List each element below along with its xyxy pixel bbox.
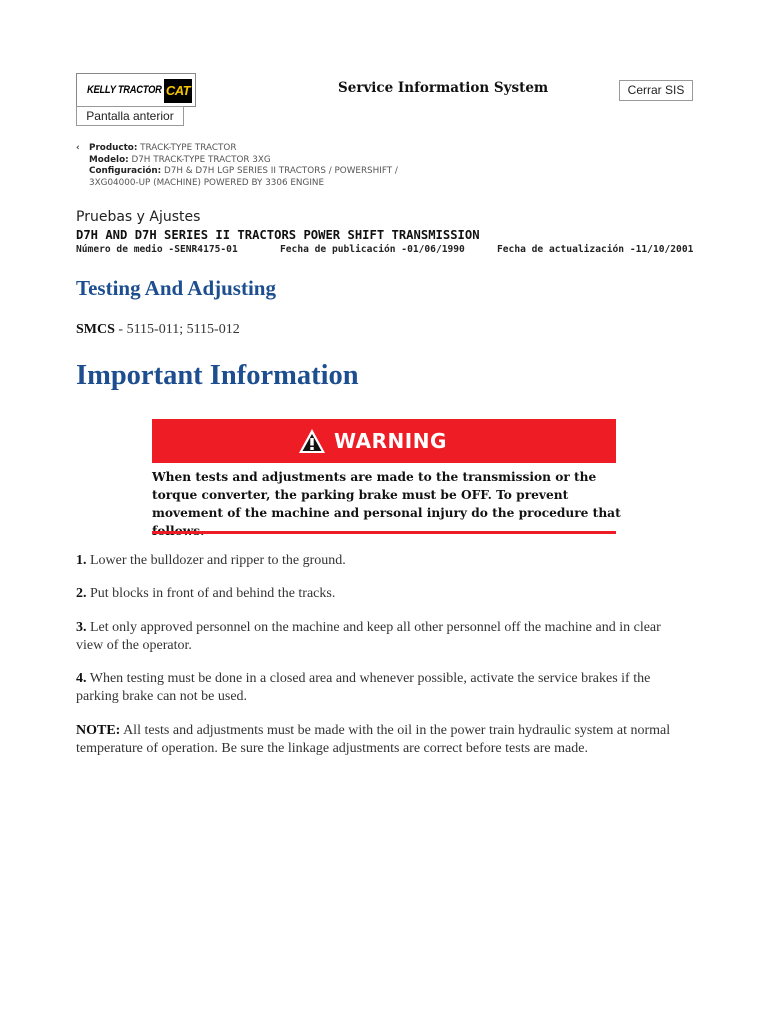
chevron-left-icon[interactable]: ‹ xyxy=(76,143,80,153)
warning-text: When tests and adjustments are made to the transmission or the torque converter, the parking brake must be OFF. To prevent movement of the machine and personal injury do the procedure that xyxy=(152,470,621,520)
kelly-tractor-logo xyxy=(76,73,196,107)
breadcrumb-config-cont: 3XG04000-UP (MACHINE) POWERED BY 3306 ENGINE xyxy=(89,177,325,188)
note: NOTE: All tests and adjustments must be made with the oil in the power train hydraulic system at normal temperature of operation. Be sure the linkage adjustments are correct before tests are made. xyxy=(76,723,671,756)
step-3: 3. Let only approved personnel on the machine and keep all other personnel off the machine and in clear view of the operator. xyxy=(76,620,661,653)
document-type: Pruebas y Ajustes xyxy=(76,209,201,225)
page-title: Service Information System xyxy=(338,80,549,96)
breadcrumb-product: ‹ Producto: TRACK-TYPE TRACTOR xyxy=(76,143,237,153)
warning-divider xyxy=(152,531,616,534)
cat-logo: CAT xyxy=(164,79,192,103)
section-title: Testing And Adjusting xyxy=(76,276,276,300)
breadcrumb-model: Modelo: D7H TRACK-TYPE TRACTOR 3XG xyxy=(89,154,271,165)
breadcrumb xyxy=(76,143,398,189)
breadcrumb-config: Configuración: D7H & D7H LGP SERIES II TRACTORS / POWERSHIFT / xyxy=(89,166,398,176)
step-4: 4. When testing must be done in a closed area and whenever possible, activate the service brakes if the parking brake can not be used. xyxy=(76,671,651,704)
warning-label: WARNING xyxy=(334,429,447,453)
config-value: D7H & D7H LGP SERIES II TRACTORS / POWERSHIFT / xyxy=(163,166,398,176)
model-value: D7H TRACK-TYPE TRACTOR 3XG xyxy=(131,154,271,165)
close-sis-button[interactable]: Cerrar SIS xyxy=(619,80,693,101)
warning-triangle-icon xyxy=(298,428,326,454)
publication-date: Fecha de publicación -01/06/1990 xyxy=(280,244,465,255)
product-value: TRACK-TYPE TRACTOR xyxy=(140,143,237,153)
step-2: 2. Put blocks in front of and behind the tracks. xyxy=(76,586,336,601)
document-title: D7H AND D7H SERIES II TRACTORS POWER SHIFT TRANSMISSION xyxy=(76,228,480,242)
step-1: 1. Lower the bulldozer and ripper to the ground. xyxy=(76,553,346,568)
media-number: Número de medio -SENR4175-01 xyxy=(76,244,238,255)
update-date: Fecha de actualización -11/10/2001 xyxy=(497,244,694,255)
heading: Important Information xyxy=(76,360,359,391)
logo-text: KELLY TRACTOR xyxy=(87,84,162,96)
back-button[interactable]: Pantalla anterior xyxy=(76,106,184,126)
smcs-line: SMCS - 5115-011; 5115-012 xyxy=(76,322,240,337)
warning-banner xyxy=(152,419,616,463)
